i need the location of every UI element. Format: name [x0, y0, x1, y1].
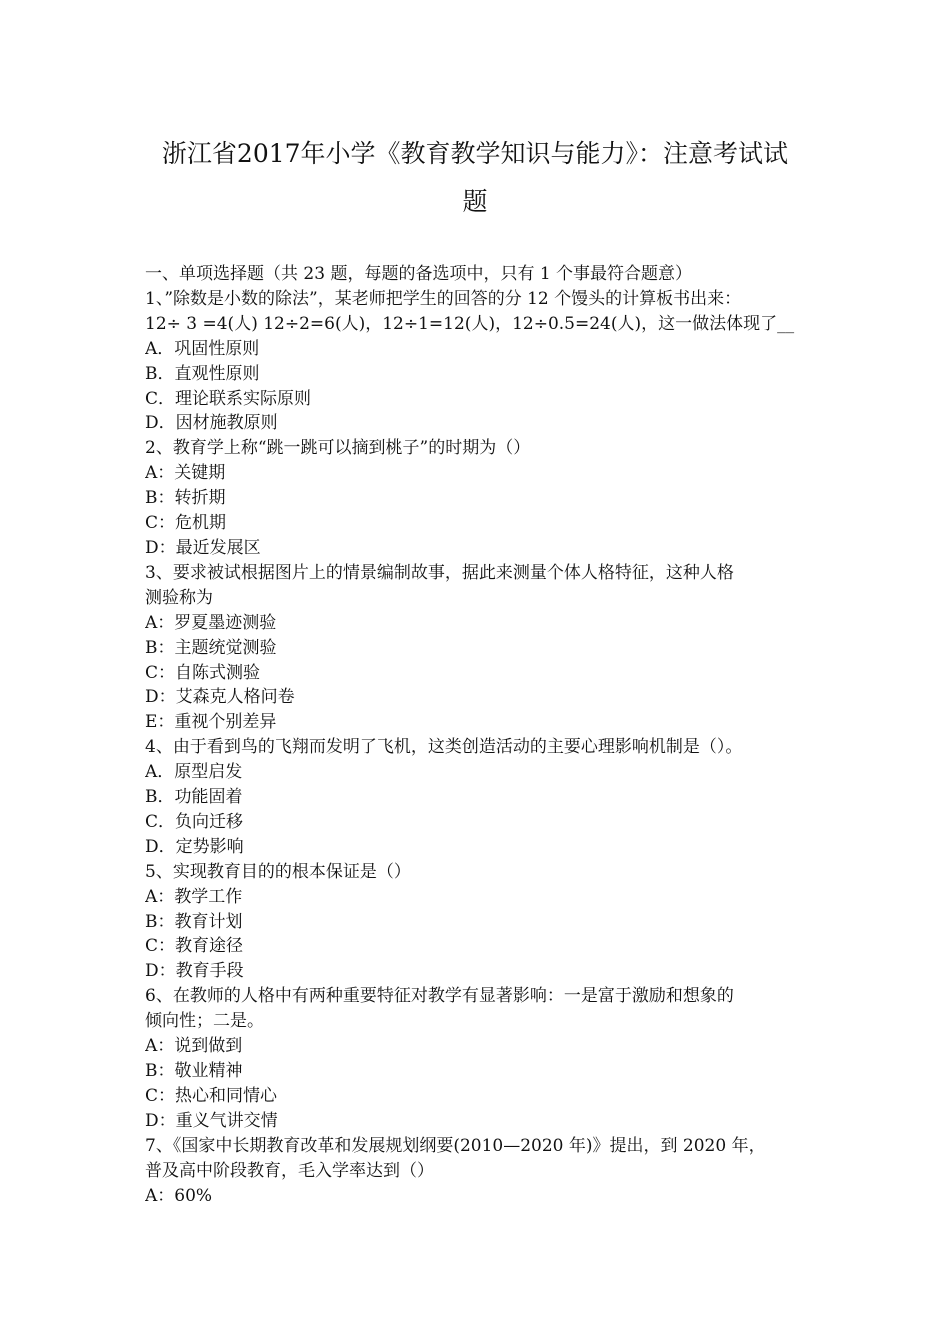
- question-6-option-d: D：重义气讲交情: [145, 1110, 278, 1131]
- question-5-option-b: B：教育计划: [145, 911, 243, 932]
- question-1-line-2: 12÷ 3 =4(人) 12÷2=6(人)，12÷1=12(人)，12÷0.5=24(人)，这一做法体现了__: [145, 313, 795, 334]
- question-6-option-c: C：热心和同情心: [145, 1085, 278, 1106]
- document-title: [120, 130, 830, 226]
- question-3-option-d: D：艾森克人格问卷: [145, 687, 295, 708]
- question-2: 2、教育学上称“跳一跳可以摘到桃子”的时期为（）: [145, 438, 531, 459]
- section-heading: 一、单项选择题（共 23 题，每题的备选项中，只有 1 个事最符合题意）: [145, 264, 693, 284]
- question-1-line-1: 1、”除数是小数的除法”，某老师把学生的回答的分 12 个馒头的计算板书出来：: [145, 288, 742, 309]
- question-3-option-b: B：主题统觉测验: [145, 637, 277, 658]
- question-3-option-e: E：重视个别差异: [145, 712, 277, 733]
- question-5-option-d: D：教育手段: [145, 961, 244, 982]
- question-1-option-b: B．直观性原则: [145, 363, 260, 384]
- question-3-line-2: 测验称为: [145, 587, 213, 608]
- question-3-option-a: A：罗夏墨迹测验: [145, 612, 277, 633]
- question-6-option-b: B：敬业精神: [145, 1061, 243, 1081]
- question-4-option-c: C．负向迁移: [145, 811, 244, 832]
- question-7-option-a: A：60%: [145, 1185, 213, 1206]
- title-line-1: 浙江省2017年小学《教育教学知识与能力》：注意考试试: [161, 139, 789, 168]
- question-6-line-2: 倾向性；二是。: [145, 1011, 264, 1032]
- question-2-option-b: B：转折期: [145, 488, 226, 509]
- question-3-line-1: 3、要求被试根据图片上的情景编制故事，据此来测量个体人格特征，这种人格: [145, 562, 734, 583]
- question-2-option-c: C：危机期: [145, 513, 227, 534]
- question-1-option-a: A．巩固性原则: [145, 338, 260, 359]
- question-5-option-a: A：教学工作: [145, 886, 243, 907]
- question-4-option-d: D．定势影响: [145, 836, 244, 857]
- question-5: 5、实现教育目的的根本保证是（）: [145, 861, 411, 882]
- question-2-option-a: A：关键期: [145, 463, 226, 484]
- question-4-option-b: B．功能固着: [145, 787, 243, 808]
- question-7-line-1: 7、《国家中长期教育改革和发展规划纲要(2010—2020 年)》提出，到 2020 年，: [145, 1135, 766, 1156]
- question-2-option-d: D：最近发展区: [145, 537, 261, 558]
- document-body: [145, 262, 815, 1208]
- question-1-option-d: D．因材施教原则: [145, 413, 278, 434]
- title-line-2: 题: [462, 187, 488, 216]
- question-5-option-c: C：教育途径: [145, 936, 244, 957]
- question-3-option-c: C：自陈式测验: [145, 662, 261, 683]
- question-7-line-2: 普及高中阶段教育，毛入学率达到（）: [145, 1160, 434, 1181]
- question-6-option-a: A：说到做到: [145, 1036, 243, 1057]
- question-4: 4、由于看到鸟的飞翔而发明了飞机，这类创造活动的主要心理影响机制是（）。: [145, 737, 743, 758]
- question-1-option-c: C．理论联系实际原则: [145, 388, 312, 409]
- question-6-line-1: 6、在教师的人格中有两种重要特征对教学有显著影响：一是富于激励和想象的: [145, 986, 734, 1007]
- question-4-option-a: A．原型启发: [145, 762, 243, 783]
